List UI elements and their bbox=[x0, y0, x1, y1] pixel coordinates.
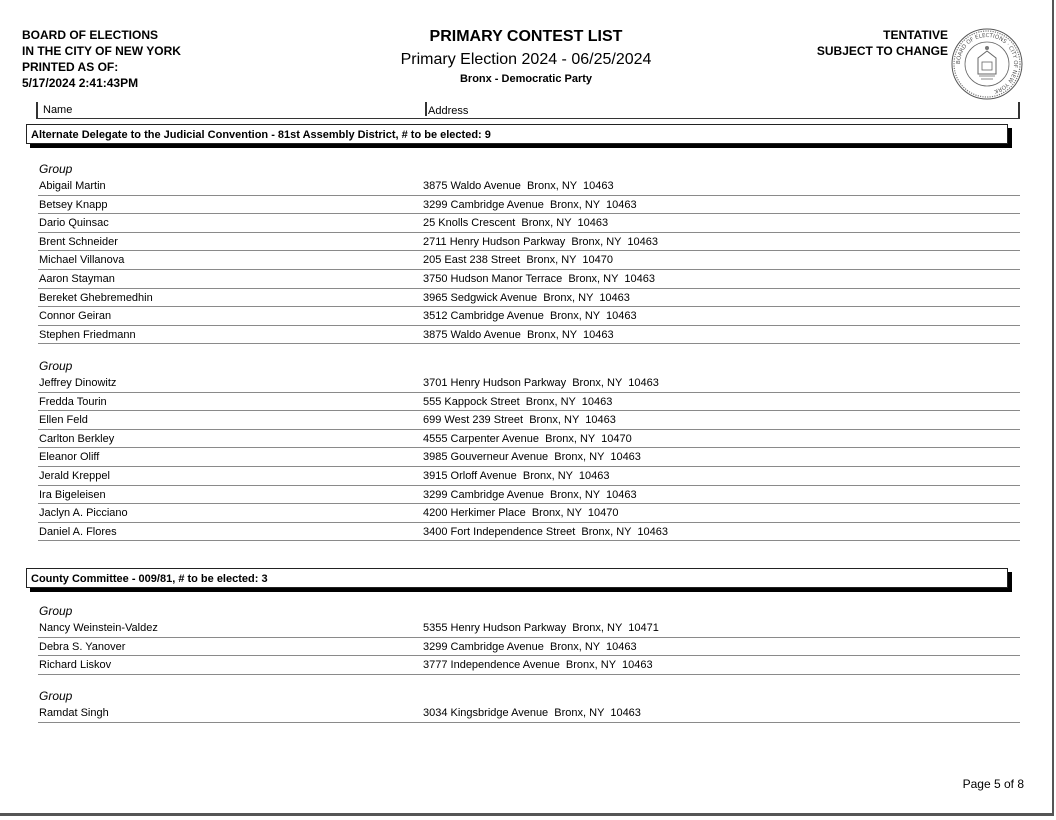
candidate-row bbox=[38, 393, 1020, 412]
candidate-name: Bereket Ghebremedhin bbox=[39, 291, 153, 304]
candidate-address: 3915 Orloff Avenue Bronx, NY 10463 bbox=[423, 470, 610, 482]
party-subtitle: Bronx - Democratic Party bbox=[459, 73, 593, 85]
printed-label: PRINTED AS OF: bbox=[22, 60, 119, 74]
candidate-address: 25 Knolls Crescent Bronx, NY 10463 bbox=[423, 217, 609, 230]
candidate-row bbox=[38, 374, 1020, 393]
candidate-address: 3299 Cambridge Avenue Bronx, NY 10463 bbox=[423, 640, 637, 653]
candidate-address: 3034 Kingsbridge Avenue Bronx, NY 10463 bbox=[423, 707, 641, 719]
candidate-name: Jeffrey Dinowitz bbox=[39, 377, 117, 389]
candidate-address: 3701 Henry Hudson Parkway Bronx, NY 10463 bbox=[423, 377, 659, 389]
status-subject-to-change: SUBJECT TO CHANGE bbox=[816, 44, 948, 58]
election-title: Primary Election 2024 - 06/25/2024 bbox=[400, 51, 652, 68]
candidate-address: 205 East 238 Street Bronx, NY 10470 bbox=[423, 254, 613, 267]
contest-header: Alternate Delegate to the Judicial Convention - 81st Assembly District, # to be elected: 9 bbox=[26, 124, 1008, 144]
candidate-name: Stephen Friedmann bbox=[39, 328, 136, 341]
status-tentative: TENTATIVE bbox=[883, 28, 948, 42]
candidate-name: Ellen Feld bbox=[39, 414, 88, 427]
candidate-row bbox=[38, 448, 1020, 467]
candidate-address: 3512 Cambridge Avenue Bronx, NY 10463 bbox=[423, 310, 637, 323]
candidate-name: Ira Bigeleisen bbox=[39, 488, 106, 501]
candidate-address: 555 Kappock Street Bronx, NY 10463 bbox=[423, 395, 613, 408]
candidate-address: 4555 Carpenter Avenue Bronx, NY 10470 bbox=[423, 432, 632, 445]
header-center bbox=[326, 27, 726, 86]
candidate-row bbox=[38, 251, 1020, 270]
candidate-row bbox=[38, 430, 1020, 449]
column-header-name: Name bbox=[43, 104, 73, 116]
candidate-row bbox=[38, 326, 1020, 345]
candidate-row bbox=[38, 486, 1020, 505]
group-label: Group bbox=[39, 689, 73, 703]
candidate-name: Daniel A. Flores bbox=[39, 525, 117, 538]
group-label: Group bbox=[39, 604, 73, 618]
page-title: PRIMARY CONTEST LIST bbox=[429, 28, 623, 45]
group-label: Group bbox=[39, 162, 73, 176]
candidate-row bbox=[38, 619, 1020, 638]
candidate-name: Jaclyn A. Picciano bbox=[39, 507, 128, 520]
candidate-row bbox=[38, 233, 1020, 252]
candidate-name: Brent Schneider bbox=[39, 235, 118, 248]
candidate-address: 3985 Gouverneur Avenue Bronx, NY 10463 bbox=[423, 451, 641, 464]
candidate-row bbox=[38, 307, 1020, 326]
candidate-row bbox=[38, 656, 1020, 675]
candidate-row bbox=[38, 523, 1020, 542]
printed-date: 5/17/2024 2:41:43PM bbox=[22, 76, 139, 90]
candidate-address: 3875 Waldo Avenue Bronx, NY 10463 bbox=[423, 328, 614, 341]
candidate-name: Richard Liskov bbox=[39, 659, 112, 672]
candidate-name: Carlton Berkley bbox=[39, 432, 115, 445]
group-label: Group bbox=[39, 359, 73, 373]
page-number: Page 5 of 8 bbox=[962, 777, 1024, 791]
candidate-name: Nancy Weinstein-Valdez bbox=[39, 622, 158, 634]
header-left bbox=[22, 27, 181, 91]
candidate-name: Debra S. Yanover bbox=[39, 640, 126, 653]
candidate-name: Abigail Martin bbox=[39, 180, 106, 192]
org-line-2: IN THE CITY OF NEW YORK bbox=[22, 44, 181, 58]
candidate-address: 4200 Herkimer Place Bronx, NY 10470 bbox=[423, 507, 619, 520]
candidate-address: 3875 Waldo Avenue Bronx, NY 10463 bbox=[423, 180, 614, 192]
candidate-address: 3777 Independence Avenue Bronx, NY 10463 bbox=[423, 659, 653, 672]
candidate-address: 3299 Cambridge Avenue Bronx, NY 10463 bbox=[423, 198, 637, 211]
candidate-name: Connor Geiran bbox=[39, 310, 112, 323]
org-line-1: BOARD OF ELECTIONS bbox=[22, 28, 159, 42]
candidate-row bbox=[38, 411, 1020, 430]
candidate-row bbox=[38, 704, 1020, 723]
candidate-row bbox=[38, 289, 1020, 308]
candidate-name: Betsey Knapp bbox=[39, 198, 108, 211]
contest-header: County Committee - 009/81, # to be elected: 3 bbox=[26, 568, 1008, 588]
candidate-row bbox=[38, 270, 1020, 289]
column-header-address: Address bbox=[425, 102, 468, 116]
candidate-address: 5355 Henry Hudson Parkway Bronx, NY 10471 bbox=[423, 622, 659, 634]
candidate-name: Fredda Tourin bbox=[39, 395, 107, 408]
candidate-row bbox=[38, 638, 1020, 657]
candidate-row bbox=[38, 196, 1020, 215]
candidate-address: 2711 Henry Hudson Parkway Bronx, NY 10463 bbox=[423, 235, 659, 248]
candidate-name: Eleanor Oliff bbox=[39, 451, 100, 464]
column-headers bbox=[36, 102, 1020, 119]
candidate-address: 3750 Hudson Manor Terrace Bronx, NY 10463 bbox=[423, 273, 655, 285]
candidate-address: 699 West 239 Street Bronx, NY 10463 bbox=[423, 414, 616, 427]
candidate-name: Aaron Stayman bbox=[39, 273, 115, 285]
candidate-address: 3299 Cambridge Avenue Bronx, NY 10463 bbox=[423, 488, 637, 501]
candidate-row bbox=[38, 177, 1020, 196]
candidate-name: Dario Quinsac bbox=[39, 217, 109, 230]
candidate-name: Jerald Kreppel bbox=[39, 470, 110, 482]
candidate-name: Ramdat Singh bbox=[39, 707, 109, 719]
seal-ring-text: BOARD OF ELECTIONS · CITY OF NEW YORK bbox=[955, 32, 1019, 94]
candidate-name: Michael Villanova bbox=[39, 254, 125, 267]
candidate-address: 3400 Fort Independence Street Bronx, NY 10463 bbox=[423, 525, 669, 538]
candidate-row bbox=[38, 467, 1020, 486]
board-of-elections-seal-icon bbox=[951, 28, 1023, 100]
candidate-row bbox=[38, 214, 1020, 233]
candidate-row bbox=[38, 504, 1020, 523]
header-right bbox=[817, 27, 948, 59]
candidate-address: 3965 Sedgwick Avenue Bronx, NY 10463 bbox=[423, 291, 630, 304]
